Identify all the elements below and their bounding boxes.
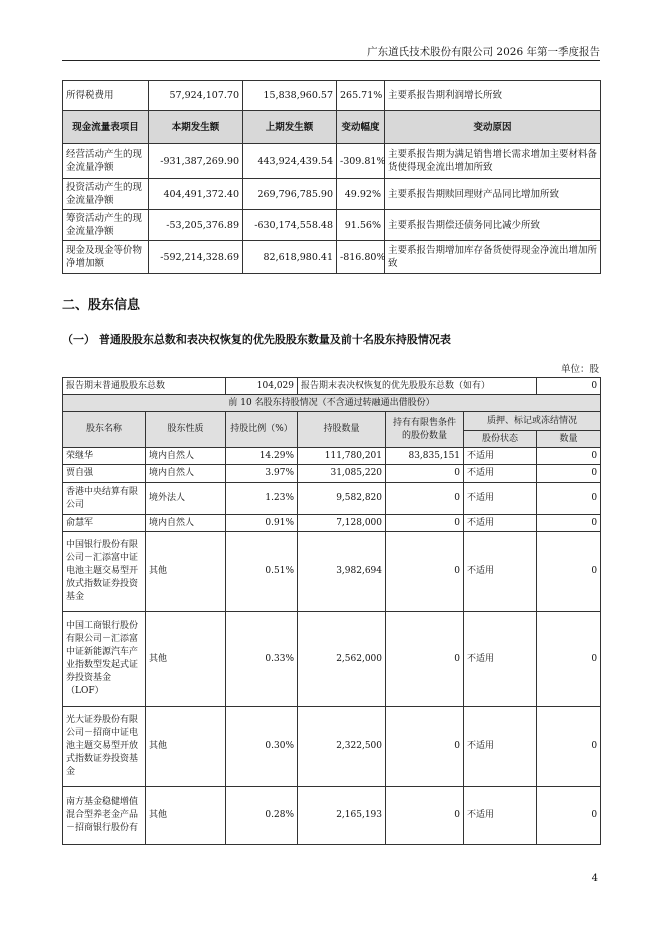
report-header-title: 广东道氏技术股份有限公司 2026 年第一季度报告 <box>367 46 600 58</box>
holder-ratio: 3.97% <box>226 465 298 483</box>
holder-restricted: 0 <box>386 612 464 707</box>
column-header: 持有有限售条件的股份数量 <box>386 412 464 448</box>
previous-cell: 82,618,980.41 <box>243 241 337 274</box>
table-row <box>63 144 601 179</box>
holder-shares: 31,085,220 <box>298 465 386 483</box>
change-cell: 49.92% <box>337 179 385 210</box>
shareholders-table <box>62 377 601 845</box>
holder-ratio: 0.51% <box>226 532 298 612</box>
preferred-holders-label: 报告期末表决权恢复的优先股股东总数（如有） <box>298 378 537 395</box>
column-header: 数量 <box>537 431 601 448</box>
holder-restricted: 0 <box>386 483 464 515</box>
holder-restricted: 0 <box>386 707 464 787</box>
reason-cell: 主要系报告期偿还债务同比减少所致 <box>385 210 601 241</box>
table-row <box>63 532 601 612</box>
item-cell: 投资活动产生的现金流量净额 <box>63 179 149 210</box>
change-cell: 91.56% <box>337 210 385 241</box>
holder-status: 不适用 <box>464 612 537 707</box>
table-row <box>63 210 601 241</box>
current-cell: -592,214,328.69 <box>149 241 243 274</box>
holder-count: 0 <box>537 465 601 483</box>
holder-shares: 2,322,500 <box>298 707 386 787</box>
holder-shares: 2,562,000 <box>298 612 386 707</box>
total-holders-value: 104,029 <box>226 378 298 395</box>
table-row <box>63 241 601 274</box>
column-header: 上期发生额 <box>243 111 337 144</box>
column-header: 变动幅度 <box>337 111 385 144</box>
item-cell: 经营活动产生的现金流量净额 <box>63 144 149 179</box>
column-header: 质押、标记或冻结情况 <box>464 412 601 431</box>
subsection-title: （一） 普通股股东总数和表决权恢复的优先股股东数量及前十名股东持股情况表 <box>62 333 451 346</box>
holder-ratio: 0.28% <box>226 787 298 845</box>
holder-name: 中国工商银行股份有限公司－汇添富中证新能源汽车产业指数型发起式证券投资基金（LOF） <box>63 612 146 707</box>
change-cell: -309.81% <box>337 144 385 179</box>
previous-cell: -630,174,558.48 <box>243 210 337 241</box>
holder-count: 0 <box>537 707 601 787</box>
table-row <box>63 395 601 412</box>
holder-status: 不适用 <box>464 532 537 612</box>
holder-count: 0 <box>537 515 601 532</box>
holder-shares: 111,780,201 <box>298 448 386 465</box>
holder-status: 不适用 <box>464 483 537 515</box>
column-header: 股份状态 <box>464 431 537 448</box>
change-cell: -816.80% <box>337 241 385 274</box>
holder-restricted: 83,835,151 <box>386 448 464 465</box>
holder-status: 不适用 <box>464 448 537 465</box>
table-row <box>63 515 601 532</box>
table-row <box>63 179 601 210</box>
previous-cell: 15,838,960.57 <box>243 81 337 111</box>
column-header: 现金流量表项目 <box>63 111 149 144</box>
table-row <box>63 465 601 483</box>
holder-ratio: 1.23% <box>226 483 298 515</box>
holder-shares: 9,582,820 <box>298 483 386 515</box>
holder-name: 中国银行股份有限公司－汇添富中证电池主题交易型开放式指数证券投资基金 <box>63 532 146 612</box>
holder-name: 南方基金稳健增值混合型养老金产品－招商银行股份有 <box>63 787 146 845</box>
holder-nature: 其他 <box>146 532 226 612</box>
column-header: 持股数量 <box>298 412 386 448</box>
holder-nature: 其他 <box>146 787 226 845</box>
holder-nature: 境内自然人 <box>146 515 226 532</box>
item-cell: 所得税费用 <box>63 81 149 111</box>
table-row <box>63 483 601 515</box>
holder-status: 不适用 <box>464 465 537 483</box>
holder-name: 俞慧军 <box>63 515 146 532</box>
holder-name: 香港中央结算有限公司 <box>63 483 146 515</box>
holder-ratio: 0.30% <box>226 707 298 787</box>
table-row <box>63 707 601 787</box>
previous-cell: 269,796,785.90 <box>243 179 337 210</box>
holder-nature: 境内自然人 <box>146 448 226 465</box>
holder-status: 不适用 <box>464 787 537 845</box>
column-header: 持股比例（%） <box>226 412 298 448</box>
preferred-holders-value: 0 <box>537 378 601 395</box>
column-header: 股东名称 <box>63 412 146 448</box>
holder-ratio: 0.33% <box>226 612 298 707</box>
holder-restricted: 0 <box>386 515 464 532</box>
previous-cell: 443,924,439.54 <box>243 144 337 179</box>
holder-count: 0 <box>537 787 601 845</box>
header-divider <box>62 60 600 61</box>
holder-shares: 7,128,000 <box>298 515 386 532</box>
holder-name: 荣继华 <box>63 448 146 465</box>
holder-ratio: 14.29% <box>226 448 298 465</box>
top10-caption: 前 10 名股东持股情况（不含通过转融通出借股份） <box>63 395 601 412</box>
holder-nature: 境内自然人 <box>146 465 226 483</box>
current-cell: 57,924,107.70 <box>149 81 243 111</box>
holder-ratio: 0.91% <box>226 515 298 532</box>
holder-status: 不适用 <box>464 707 537 787</box>
holder-count: 0 <box>537 612 601 707</box>
holder-shares: 2,165,193 <box>298 787 386 845</box>
column-header: 股东性质 <box>146 412 226 448</box>
table-row <box>63 612 601 707</box>
holder-name: 贾自强 <box>63 465 146 483</box>
holder-nature: 其他 <box>146 707 226 787</box>
table-header-row <box>63 412 601 431</box>
reason-cell: 主要系报告期利润增长所致 <box>385 81 601 111</box>
section-title: 二、股东信息 <box>62 298 141 313</box>
holder-count: 0 <box>537 483 601 515</box>
current-cell: -931,387,269.90 <box>149 144 243 179</box>
current-cell: -53,205,376.89 <box>149 210 243 241</box>
holder-restricted: 0 <box>386 465 464 483</box>
reason-cell: 主要系报告期增加库存备货使得现金净流出增加所致 <box>385 241 601 274</box>
table-row <box>63 378 601 395</box>
holder-restricted: 0 <box>386 532 464 612</box>
change-cell: 265.71% <box>337 81 385 111</box>
holder-name: 光大证券股份有限公司－招商中证电池主题交易型开放式指数证券投资基金 <box>63 707 146 787</box>
table-row <box>63 81 601 111</box>
current-cell: 404,491,372.40 <box>149 179 243 210</box>
column-header: 本期发生额 <box>149 111 243 144</box>
page-number: 4 <box>591 873 598 884</box>
table-row <box>63 787 601 845</box>
table-row <box>63 448 601 465</box>
item-cell: 现金及现金等价物净增加额 <box>63 241 149 274</box>
holder-shares: 3,982,694 <box>298 532 386 612</box>
column-header: 变动原因 <box>385 111 601 144</box>
unit-label: 单位：股 <box>560 364 599 375</box>
table-header-row <box>63 111 601 144</box>
holder-nature: 其他 <box>146 612 226 707</box>
reason-cell: 主要系报告期赎回理财产品同比增加所致 <box>385 179 601 210</box>
holder-count: 0 <box>537 532 601 612</box>
cashflow-table <box>62 80 601 274</box>
holder-count: 0 <box>537 448 601 465</box>
holder-nature: 境外法人 <box>146 483 226 515</box>
holder-restricted: 0 <box>386 787 464 845</box>
holder-status: 不适用 <box>464 515 537 532</box>
reason-cell: 主要系报告期为满足销售增长需求增加主要材料备货使得现金流出增加所致 <box>385 144 601 179</box>
item-cell: 筹资活动产生的现金流量净额 <box>63 210 149 241</box>
total-holders-label: 报告期末普通股股东总数 <box>63 378 226 395</box>
